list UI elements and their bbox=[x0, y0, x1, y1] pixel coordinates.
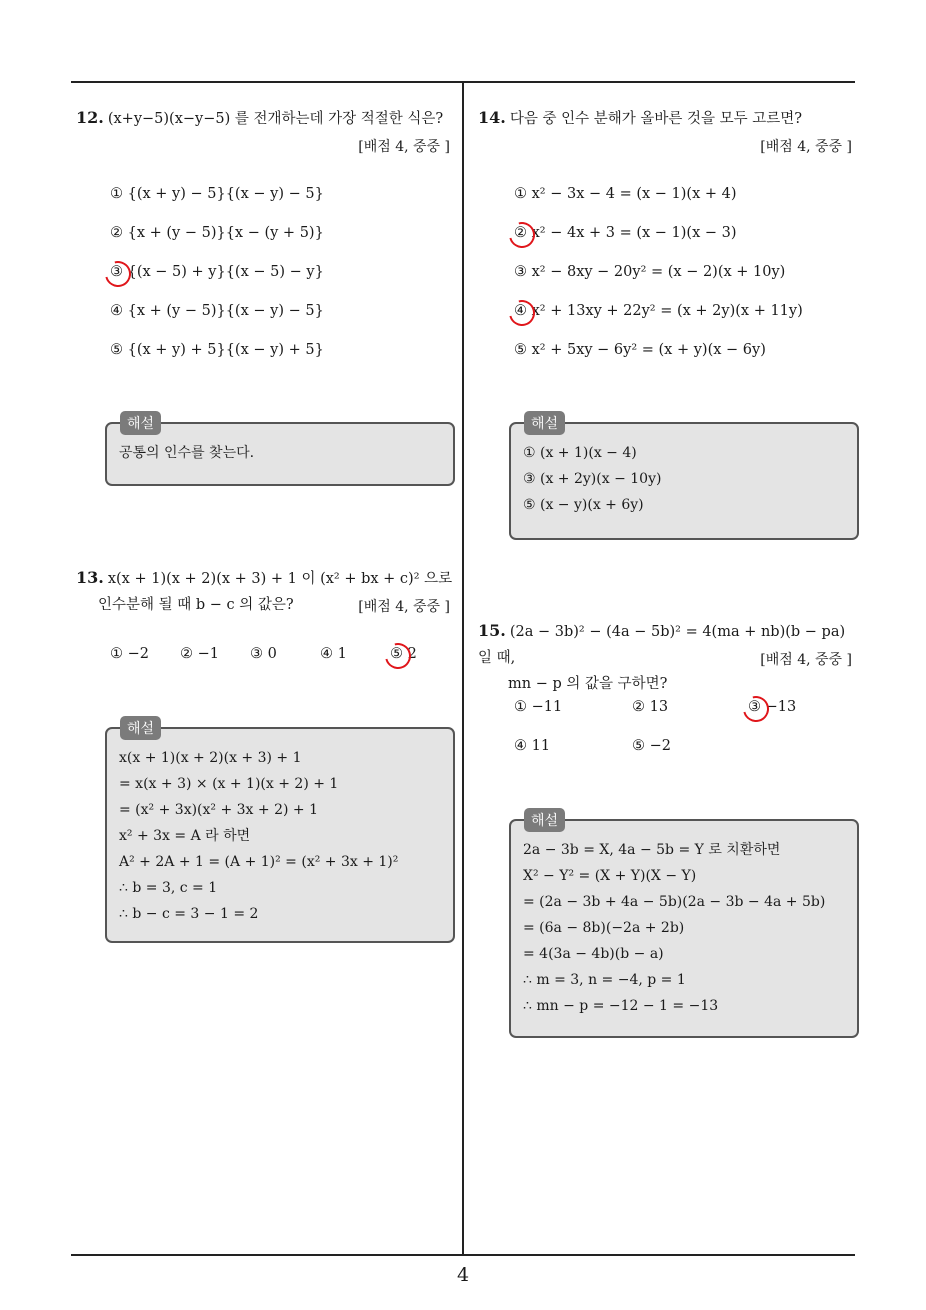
answer-mark-icon bbox=[100, 256, 136, 292]
question-number: 15. bbox=[478, 621, 506, 640]
option-5[interactable]: ⑤ 2 bbox=[390, 646, 417, 662]
solution-text: x(x + 1)(x + 2)(x + 3) + 1 = x(x + 3) × (x + 1)(x + 2) + 1 = (x² + 3x)(x² + 3x + 2) + 1 x² + 3x = A 라 하면 A² + 2A + 1 = (A + 1)² = (x² + 3x + 1)² ∴ b = 3, c = 1 ∴ b − c = 3 − 1 = 2 bbox=[119, 750, 399, 922]
question-meta: [배점 4, 중중 ] bbox=[760, 139, 852, 155]
question-text-line2: 인수분해 될 때 b − c 의 값은? bbox=[98, 597, 294, 613]
option-1[interactable]: ① −11 bbox=[514, 699, 563, 715]
question-text: (2a − 3b)² − (4a − 5b)² = 4(ma + nb)(b − pa) 일 때, bbox=[478, 624, 846, 666]
option-1[interactable]: ① −2 bbox=[110, 646, 149, 662]
option-1[interactable]: ① x² − 3x − 4 = (x − 1)(x + 4) bbox=[514, 186, 737, 202]
option-3[interactable]: ③ x² − 8xy − 20y² = (x − 2)(x + 10y) bbox=[514, 264, 786, 280]
question-14 bbox=[478, 105, 858, 132]
question-number: 14. bbox=[478, 108, 506, 127]
question-12 bbox=[76, 105, 456, 132]
solution-label: 해설 bbox=[524, 411, 565, 435]
solution-label: 해설 bbox=[120, 411, 161, 435]
option-1[interactable]: ① {(x + y) − 5}{(x − y) − 5} bbox=[110, 186, 324, 202]
question-text: x(x + 1)(x + 2)(x + 3) + 1 이 (x² + bx + c)² 으로 bbox=[107, 571, 453, 587]
option-2[interactable]: ② x² − 4x + 3 = (x − 1)(x − 3) bbox=[514, 225, 737, 241]
bottom-rule bbox=[71, 1254, 855, 1256]
option-5[interactable]: ⑤ {(x + y) + 5}{(x − y) + 5} bbox=[110, 342, 324, 358]
solution-text: ① (x + 1)(x − 4) ③ (x + 2y)(x − 10y) ⑤ (x − y)(x + 6y) bbox=[523, 445, 662, 513]
option-2[interactable]: ② 13 bbox=[632, 699, 669, 715]
answer-mark-icon bbox=[504, 217, 540, 253]
option-4[interactable]: ④ 11 bbox=[514, 738, 551, 754]
solution-box bbox=[105, 727, 455, 943]
question-meta: [배점 4, 중중 ] bbox=[760, 652, 852, 668]
question-meta: [배점 4, 중중 ] bbox=[358, 599, 450, 615]
question-number: 12. bbox=[76, 108, 104, 127]
option-3[interactable]: ③ 0 bbox=[250, 646, 277, 662]
option-4[interactable]: ④ 1 bbox=[320, 646, 347, 662]
option-2[interactable]: ② −1 bbox=[180, 646, 219, 662]
solution-text: 2a − 3b = X, 4a − 5b = Y 로 치환하면 X² − Y² = (X + Y)(X − Y) = (2a − 3b + 4a − 5b)(2a − 3b − 4a + 5b) = (6a − 8b)(−2a + 2b) = 4(3a − 4b)(b − a) ∴ m = 3, n = −4, p = 1 ∴ mn − p = −12 − 1 = −13 bbox=[523, 842, 826, 1014]
option-5[interactable]: ⑤ x² + 5xy − 6y² = (x + y)(x − 6y) bbox=[514, 342, 766, 358]
solution-label: 해설 bbox=[524, 808, 565, 832]
option-3[interactable]: ③ {(x − 5) + y}{(x − 5) − y} bbox=[110, 264, 324, 280]
solution-box bbox=[509, 422, 859, 540]
option-4[interactable]: ④ {x + (y − 5)}{(x − y) − 5} bbox=[110, 303, 324, 319]
question-text: (x+y−5)(x−y−5) 를 전개하는데 가장 적절한 식은? bbox=[107, 111, 444, 127]
solution-box bbox=[509, 819, 859, 1038]
answer-mark-icon bbox=[380, 638, 416, 674]
question-number: 13. bbox=[76, 568, 104, 587]
option-5[interactable]: ⑤ −2 bbox=[632, 738, 671, 754]
option-2[interactable]: ② {x + (y − 5)}{x − (y + 5)} bbox=[110, 225, 324, 241]
question-meta: [배점 4, 중중 ] bbox=[358, 139, 450, 155]
question-text: 다음 중 인수 분해가 올바른 것을 모두 고르면? bbox=[509, 111, 803, 127]
option-4[interactable]: ④ x² + 13xy + 22y² = (x + 2y)(x + 11y) bbox=[514, 303, 803, 319]
page-number: 4 bbox=[456, 1264, 470, 1286]
question-text-line2: mn − p 의 값을 구하면? bbox=[508, 676, 668, 692]
solution-label: 해설 bbox=[120, 716, 161, 740]
solution-text: 공통의 인수를 찾는다. bbox=[119, 445, 255, 461]
answer-mark-icon bbox=[504, 295, 540, 331]
column-divider bbox=[462, 83, 464, 1256]
option-3[interactable]: ③ −13 bbox=[748, 699, 797, 715]
